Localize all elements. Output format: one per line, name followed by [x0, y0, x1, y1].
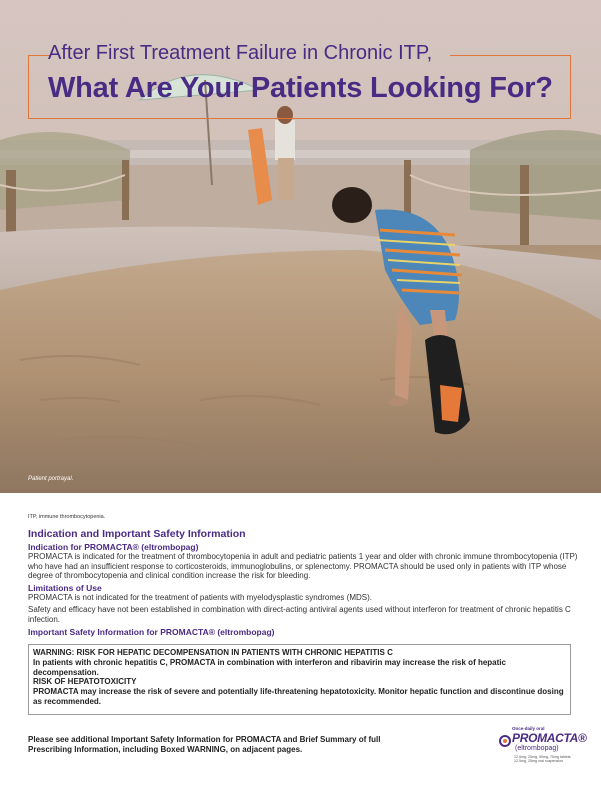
warning-hepatic-text: In patients with chronic hepatitis C, PROMACTA in combination with interferon and ribavirin may increase the risk of hepatic decompensation.	[33, 657, 506, 677]
abbreviation-footnote: ITP, immune thrombocytopenia.	[28, 514, 106, 520]
headline-line-2: What Are Your Patients Looking For?	[48, 72, 553, 104]
headline-line-1: After First Treatment Failure in Chronic ITP,	[48, 42, 433, 64]
brand-mark-icon	[498, 734, 512, 748]
isi-heading: Indication and Important Safety Information	[28, 528, 246, 540]
hepatotoxicity-title: RISK OF HEPATOTOXICITY	[33, 677, 137, 687]
strengths-text: 12.5mg, 25mg, 50mg, 75mg tablets 12.5mg, 25mg oral suspension	[514, 755, 571, 764]
image-caption: Patient portrayal.	[28, 476, 74, 482]
isi-section	[28, 514, 578, 637]
warning-title: WARNING: RISK FOR HEPATIC DECOMPENSATION IN PATIENTS WITH CHRONIC HEPATITIS C	[33, 648, 393, 657]
boxed-warning	[28, 644, 571, 715]
prescribing-info-note: Please see additional Important Safety Information for PROMACTA and Brief Summary of full Prescribing Information, including Boxed WARNING, on adjacent pages.	[28, 735, 381, 754]
safety-heading: Important Safety Information for PROMACTA® (eltrombopag)	[28, 626, 275, 637]
indication-text: PROMACTA is indicated for the treatment of thrombocytopenia in adult and pediatric patients 1 year and older with chronic immune thrombocytopenia (ITP) who have had an insufficient response to corticosteroids, immunoglobulins, or splenectomy. PROMACTA should be used only in patients with ITP whose degree of thrombocytopenia and clinical condition increase the risk for bleeding.	[28, 552, 578, 581]
indication-heading: Indication for PROMACTA® (eltrombopag)	[28, 542, 199, 552]
once-daily-label: Once-daily oral	[512, 726, 545, 731]
generic-name: (eltrombopag)	[515, 745, 559, 752]
limitations-heading: Limitations of Use	[28, 582, 102, 593]
limitations-text-antiviral: Safety and efficacy have not been established in combination with direct-acting antiviral agents used without interferon for treatment of chronic hepatitis C infection.	[28, 605, 571, 624]
promacta-logo	[498, 726, 587, 774]
limitations-text-mds: PROMACTA is not indicated for the treatment of patients with myelodysplastic syndromes (MDS).	[28, 592, 372, 602]
hepatotoxicity-text: PROMACTA may increase the risk of severe and potentially life-threatening hepatotoxicity. Monitor hepatic function and discontinue dosing as recommended.	[33, 687, 564, 706]
brand-name: PROMACTA®	[512, 731, 587, 745]
